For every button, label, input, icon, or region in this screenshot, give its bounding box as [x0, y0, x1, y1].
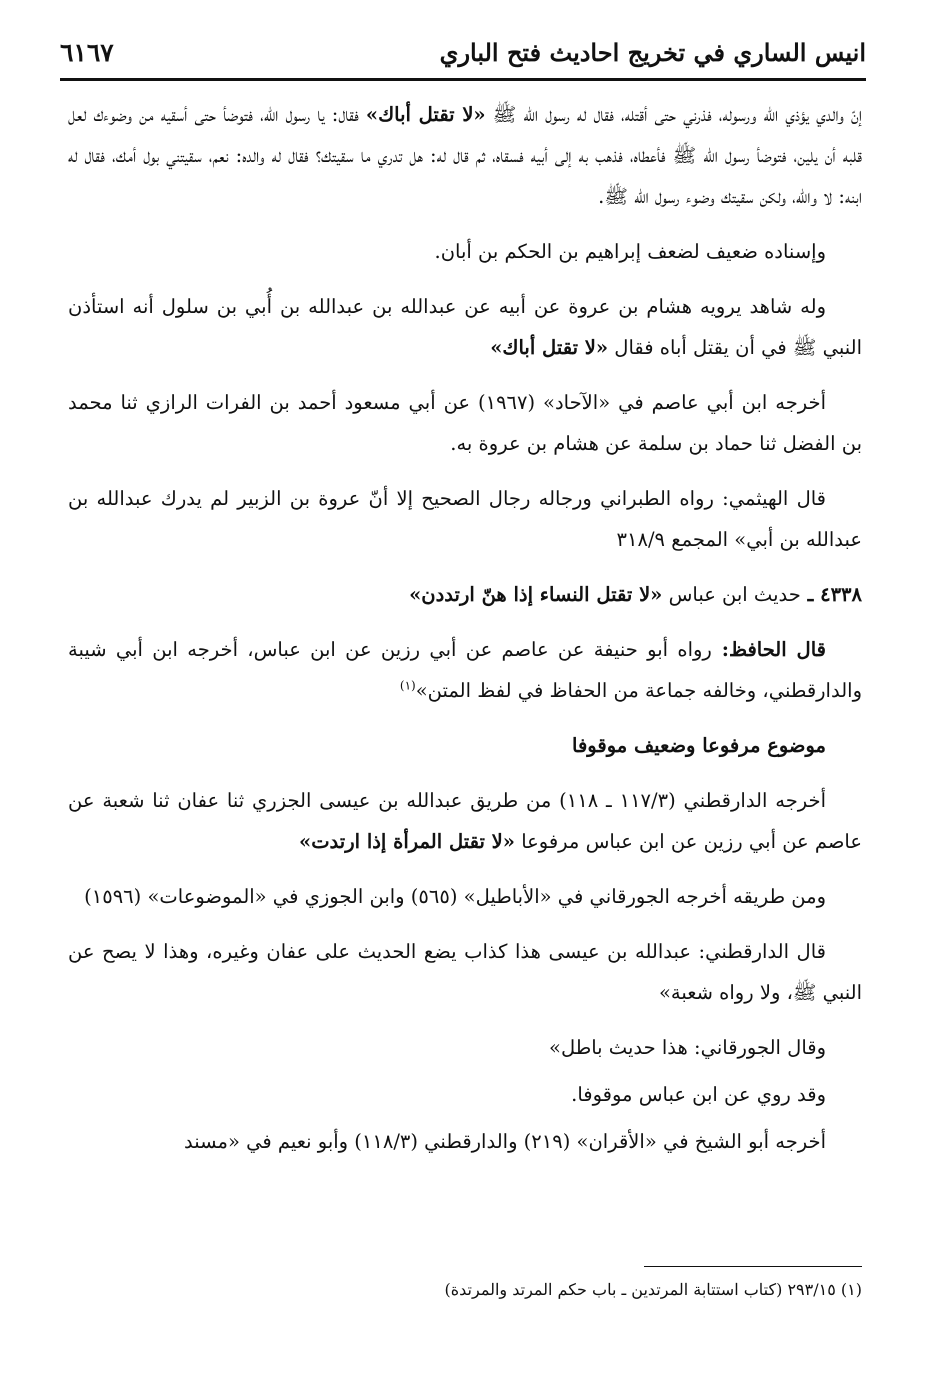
speaker-label: قال الحافظ:	[711, 638, 826, 661]
book-title: انيس الساري في تخريج احاديث فتح الباري	[439, 38, 866, 67]
paragraph-3	[68, 286, 862, 368]
paragraph-5: قال الهيثمي: رواه الطبراني ورجاله رجال الصحيح إلا أنّ عروة بن الزبير لم يدرك عبدالله بن عبدالله بن أبي» المجمع ٣١٨/٩	[68, 487, 862, 551]
text-span: إنّ والدي يؤذي الله ورسوله، فذرني حتى أقتله، فقال له رسول الله ﷺ	[485, 103, 862, 126]
page-number: ٦١٦٧	[60, 38, 114, 67]
running-header	[60, 34, 866, 81]
text-span: حديث ابن عباس	[662, 583, 801, 606]
paragraph-1	[68, 94, 862, 217]
paragraph-11: قال الدارقطني: عبدالله بن عيسى هذا كذاب يضع الحديث على عفان وغيره، وهذا لا يصح عن النبي ﷺ، ولا رواه شعبة»	[68, 940, 862, 1004]
hadith-quote: «لا تقتل أباك»	[490, 336, 609, 359]
paragraph-13: وقد روي عن ابن عباس موقوفا.	[571, 1083, 826, 1106]
hadith-heading	[68, 574, 862, 615]
paragraph-7	[68, 629, 862, 711]
footnote-text: ٢٩٣/١٥ (كتاب استتابة المرتدين ـ باب حكم المرتد والمرتدة)	[444, 1280, 836, 1299]
footnote	[68, 1276, 862, 1304]
footnote-divider	[644, 1266, 862, 1267]
hadith-quote: «لا تقتل أباك»	[365, 103, 486, 126]
hadith-number: ٤٣٣٨ ـ	[800, 583, 862, 606]
paragraph-14: أخرجه أبو الشيخ في «الأقران» (٢١٩) والدارقطني (١١٨/٣) وأبو نعيم في «مسند	[184, 1130, 826, 1153]
verdict-text: موضوع مرفوعا وضعيف موقوفا	[572, 734, 826, 757]
footnote-marker: (١)	[840, 1280, 862, 1299]
verdict-heading	[68, 725, 862, 766]
paragraph-4: أخرجه ابن أبي عاصم في «الآحاد» (١٩٦٧) عن أبي مسعود أحمد بن الفرات الرازي ثنا محمد بن الفضل ثنا حماد بن سلمة عن هشام بن عروة به.	[68, 391, 862, 455]
text-span: رواه أبو حنيفة عن عاصم عن أبي رزين عن ابن عباس، أخرجه ابن أبي شيبة والدارقطني، وخالفه جماعة من الحفاظ في لفظ المتن»	[68, 638, 862, 702]
paragraph-10: ومن طريقه أخرجه الجورقاني في «الأباطيل» (٥٦٥) وابن الجوزي في «الموضوعات» (١٥٩٦)	[84, 885, 826, 908]
hadith-quote: «لا تقتل النساء إذا هنّ ارتددن»	[409, 583, 663, 606]
hadith-quote: «لا تقتل المرأة إذا ارتدت»	[299, 830, 515, 853]
text-span: فقال: يا رسول الله، فتوضأ حتى أسقيه من وضوءك لعل قلبه أن يلين، فتوضأ رسول الله ﷺ فأعطاه، فذهب به إلى أبيه فسقاه، ثم قال له: هل تدري ما سقيتك؟ فقال له والده: نعم، سقيتني بول أمك، فقال له ابنه: لا والله، ولكن سقيتك وضوء رسول الله ﷺ.	[68, 103, 862, 208]
text-span: وله شاهد يرويه هشام بن عروة عن أبيه عن عبدالله بن عبدالله بن أُبي بن سلول أنه استأذن النبي ﷺ في أن يقتل أباه فقال	[68, 295, 862, 359]
footnote-ref[interactable]: (١)	[399, 678, 416, 693]
text-span: أخرجه الدارقطني (١١٧/٣ ـ ١١٨) من طريق عبدالله بن عيسى الجزري ثنا عفان ثنا شعبة عن عاصم عن أبي رزين عن ابن عباس مرفوعا	[68, 789, 862, 853]
paragraph-2: وإسناده ضعيف لضعف إبراهيم بن الحكم بن أبان.	[434, 240, 826, 263]
paragraph-9	[68, 780, 862, 862]
paragraph-12: وقال الجورقاني: هذا حديث باطل»	[549, 1036, 826, 1059]
page-body	[68, 94, 862, 1176]
